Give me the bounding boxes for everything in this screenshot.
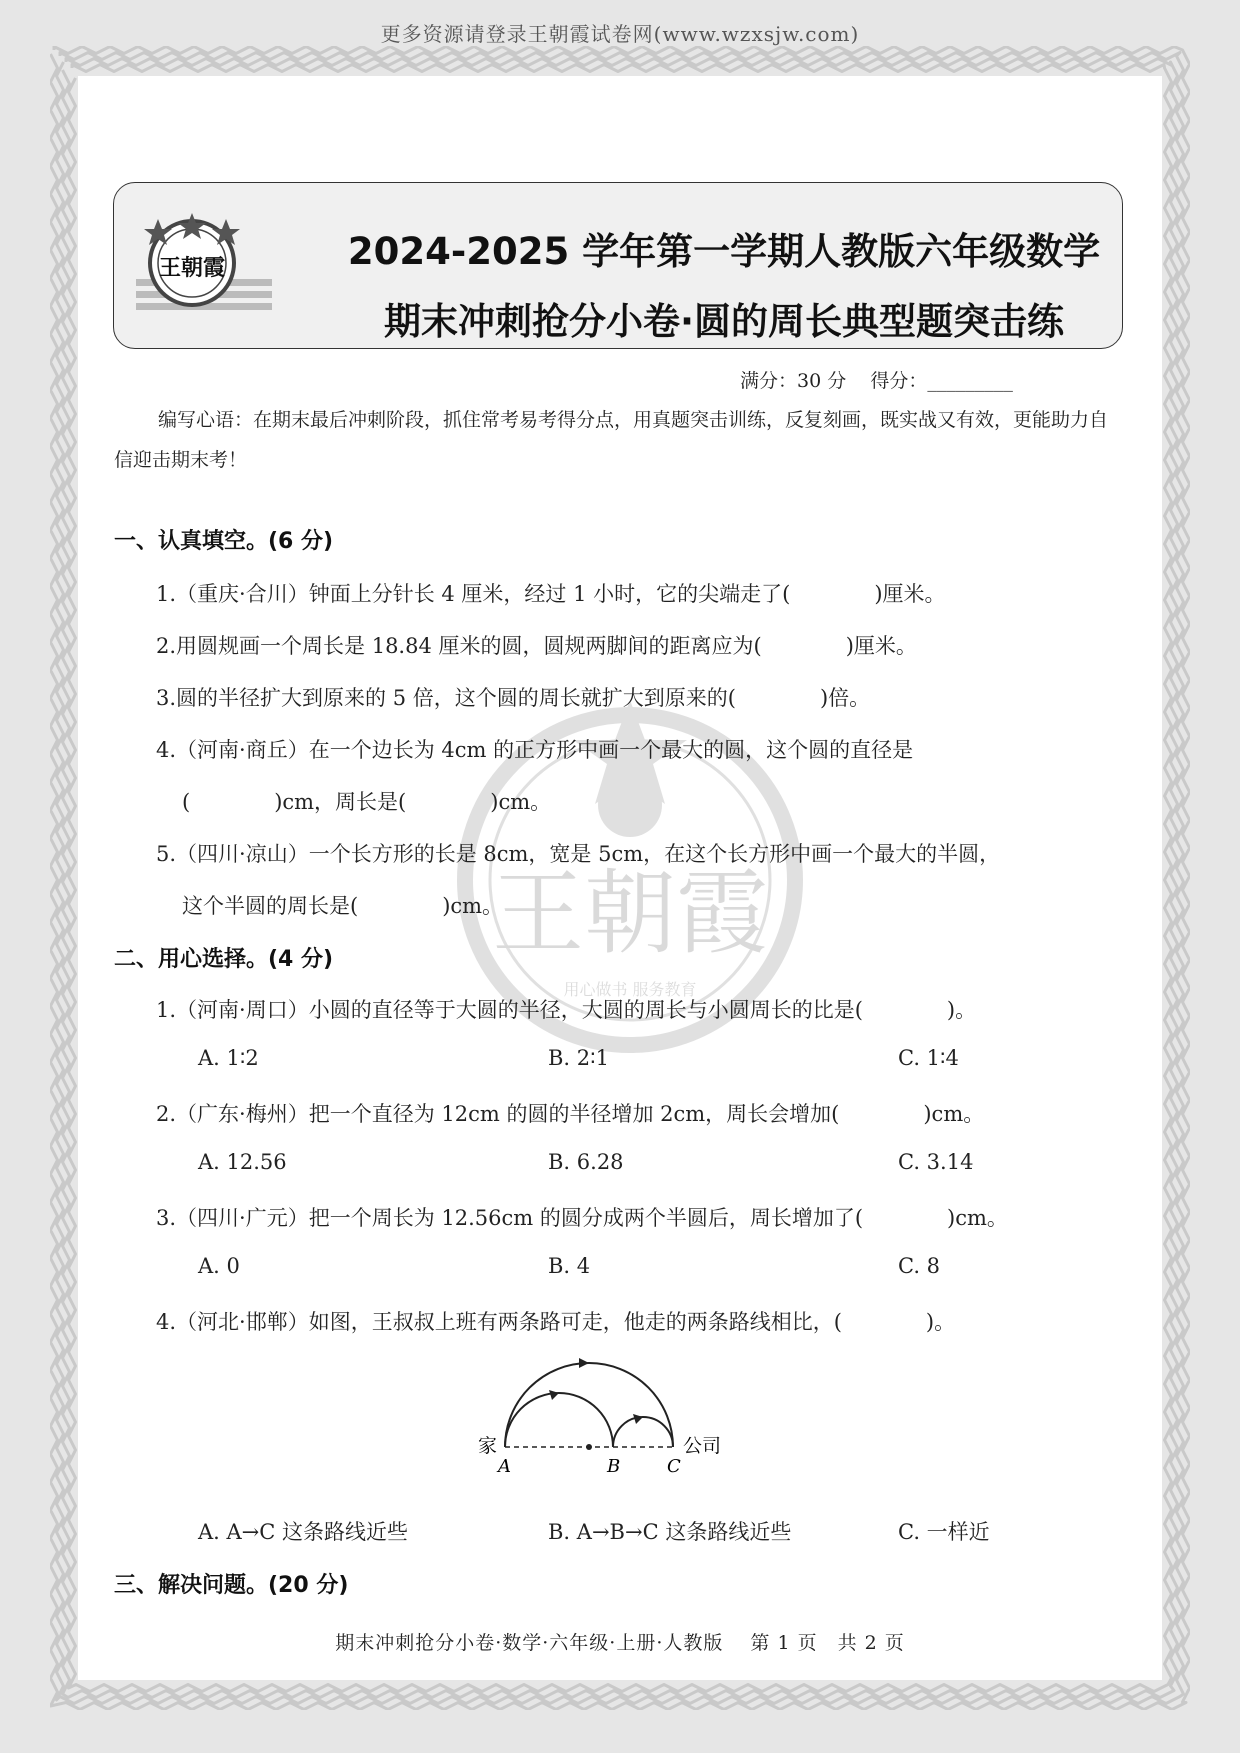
arrow-icon bbox=[633, 1414, 643, 1424]
section-3-title: 三、解决问题。(20 分) bbox=[114, 1573, 349, 1598]
s1-question-3: 3.圆的半径扩大到原来的 5 倍，这个圆的周长就扩大到原来的( )倍。 bbox=[156, 686, 871, 710]
s2-question-4: 4.（河北·邯郸）如图，王叔叔上班有两条路可走，他走的两条路线相比，( )。 bbox=[156, 1310, 956, 1334]
s2-q1-option-b: B. 2∶1 bbox=[548, 1046, 609, 1070]
s2-question-3: 3.（四川·广元）把一个周长为 12.56cm 的圆分成两个半圆后，周长增加了( )cm。 bbox=[156, 1206, 1008, 1230]
s1-question-5-cont: 这个半圆的周长是( )cm。 bbox=[182, 894, 504, 918]
logo-text: 王朝霞 bbox=[158, 255, 226, 281]
s2-q3-option-c: C. 8 bbox=[898, 1254, 941, 1278]
center-dot bbox=[586, 1444, 592, 1450]
label-home: 家 bbox=[478, 1435, 498, 1457]
s2-q1-option-c: C. 1∶4 bbox=[898, 1046, 959, 1070]
top-banner: 更多资源请登录王朝霞试卷网(www.wzxsjw.com) bbox=[380, 22, 860, 46]
page-footer: 期末冲刺抢分小卷·数学·六年级·上册·人教版 第 1 页 共 2 页 bbox=[335, 1632, 905, 1654]
s2-question-1: 1.（河南·周口）小圆的直径等于大圆的半径，大圆的周长与小圆周长的比是( )。 bbox=[156, 998, 977, 1022]
label-point-a: A bbox=[498, 1456, 511, 1477]
s2-q3-option-a: A. 0 bbox=[198, 1254, 240, 1278]
label-company: 公司 bbox=[683, 1435, 722, 1457]
section-2-title: 二、用心选择。(4 分) bbox=[114, 947, 334, 972]
title-header bbox=[113, 182, 1123, 349]
arrow-icon bbox=[549, 1390, 559, 1400]
s1-question-4-cont: ( )cm，周长是( )cm。 bbox=[182, 790, 552, 814]
title-line-2: 期末冲刺抢分小卷·圆的周长典型题突击练 bbox=[383, 300, 1065, 343]
label-point-c: C bbox=[667, 1456, 681, 1477]
section-1-title: 一、认真填空。(6 分) bbox=[114, 529, 334, 554]
s2-q4-option-a: A. A→C 这条路线近些 bbox=[198, 1520, 409, 1544]
s2-q4-option-b: B. A→B→C 这条路线近些 bbox=[548, 1520, 792, 1544]
route-diagram bbox=[470, 1335, 750, 1485]
s2-question-2: 2.（广东·梅州）把一个直径为 12cm 的圆的半径增加 2cm，周长会增加( )cm。 bbox=[156, 1102, 985, 1126]
s2-q4-option-c: C. 一样近 bbox=[898, 1520, 990, 1544]
s1-question-2: 2.用圆规画一个周长是 18.84 厘米的圆，圆规两脚间的距离应为( )厘米。 bbox=[156, 634, 917, 658]
small-semicircle-route bbox=[613, 1417, 673, 1447]
label-point-b: B bbox=[607, 1456, 621, 1477]
medium-semicircle-route bbox=[505, 1393, 613, 1447]
s1-question-1: 1.（重庆·合川）钟面上分针长 4 厘米，经过 1 小时，它的尖端走了( )厘米。 bbox=[156, 582, 946, 606]
publisher-logo bbox=[134, 213, 274, 318]
s2-q2-option-b: B. 6.28 bbox=[548, 1150, 624, 1174]
s2-q2-option-c: C. 3.14 bbox=[898, 1150, 974, 1174]
title-line-1: 2024-2025 学年第一学期人教版六年级数学 bbox=[347, 230, 1101, 273]
score-line: 满分：30 分 得分：_________ bbox=[740, 370, 1013, 392]
s1-question-5: 5.（四川·凉山）一个长方形的长是 8cm，宽是 5cm，在这个长方形中画一个最大的半圆， bbox=[156, 842, 1001, 866]
s1-question-4: 4.（河南·商丘）在一个边长为 4cm 的正方形中画一个最大的圆，这个圆的直径是 bbox=[156, 738, 914, 762]
s2-q2-option-a: A. 12.56 bbox=[198, 1150, 287, 1174]
large-semicircle-route bbox=[505, 1363, 673, 1447]
writer-note: 编写心语：在期末最后冲刺阶段，抓住常考易考得分点，用真题突击训练，反复刻画，既实战又有效，更能助力自信迎击期末考！ bbox=[114, 409, 1109, 471]
s2-q1-option-a: A. 1∶2 bbox=[198, 1046, 259, 1070]
arrow-icon bbox=[579, 1358, 589, 1368]
s2-q3-option-b: B. 4 bbox=[548, 1254, 591, 1278]
